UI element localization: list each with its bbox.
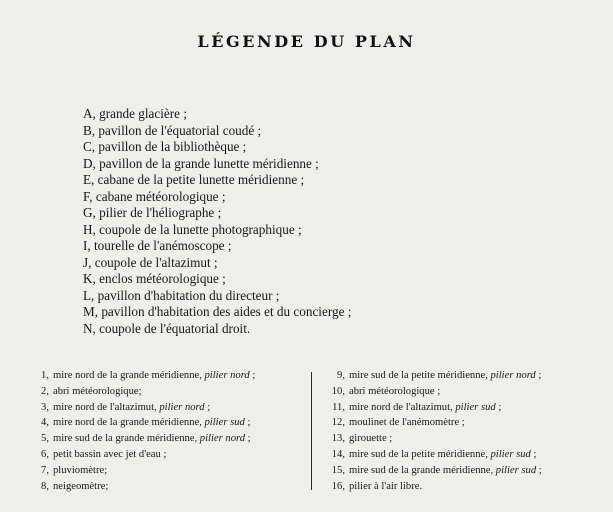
mark-item — [330, 463, 542, 479]
legend-item-e: E, cabane de la petite lunette méridienne ; — [83, 172, 305, 187]
mark-text: mire sud de la grande méridienne, — [53, 433, 200, 445]
mark-text: pluviomètre; — [53, 464, 108, 476]
legend-item-l: L, pavillon d'habitation du directeur ; — [83, 287, 280, 303]
legend-item-h: H, coupole de la lunette photographique ; — [83, 221, 302, 237]
legend-item-k: K, enclos météorologique ; — [83, 271, 226, 286]
legend-item-n: N, coupole de l'équatorial droit. — [83, 320, 251, 336]
legend-item-b: B, pavillon de l'équatorial coudé ; — [83, 122, 262, 138]
mark-italic: pilier sud — [455, 401, 496, 413]
mark-item — [34, 479, 255, 495]
mark-number: 5, — [41, 433, 49, 445]
mark-text: mire nord de la grande méridienne, — [53, 417, 205, 429]
legend-item-m: M, pavillon d'habitation des aides et du concierge ; — [83, 304, 352, 319]
mark-end: ; — [535, 370, 542, 381]
mark-number: 12, — [331, 417, 345, 429]
mark-number: 10, — [331, 385, 345, 397]
mark-text: mire nord de l'altazimut, — [349, 401, 456, 413]
mark-text: mire nord de la grande méridienne, — [53, 370, 205, 381]
mark-italic: pilier nord — [159, 401, 205, 413]
mark-number: 7, — [41, 464, 49, 476]
legend-item-a: A, grande glacière ; — [83, 106, 187, 121]
mark-item — [34, 415, 255, 431]
mark-item — [330, 415, 542, 431]
mark-end: ; — [249, 370, 256, 381]
mark-end: ; — [495, 401, 502, 413]
mark-item — [34, 463, 255, 479]
mark-number: 15, — [331, 464, 345, 476]
mark-text: neigeomètre; — [53, 480, 109, 492]
mark-text: girouette ; — [349, 433, 393, 445]
marks-list-left — [34, 368, 255, 494]
mark-number: 3, — [41, 401, 49, 413]
mark-number: 14, — [331, 448, 345, 460]
mark-item — [330, 431, 542, 447]
mark-item — [34, 400, 255, 416]
mark-end: ; — [530, 448, 537, 460]
mark-number: 2, — [41, 385, 49, 397]
legend-item-f: F, cabane météorologique ; — [83, 188, 226, 204]
mark-text: mire nord de l'altazimut, — [53, 401, 160, 413]
mark-number: 8, — [41, 480, 49, 492]
mark-end: ; — [536, 464, 542, 476]
mark-text: abri météorologique ; — [349, 385, 441, 397]
mark-text: mire sud de la grande méridienne, — [349, 464, 496, 476]
mark-italic: pilier nord — [204, 370, 250, 381]
mark-item — [34, 431, 255, 447]
buildings-legend-list — [83, 106, 351, 337]
marks-list-right — [330, 368, 542, 494]
mark-italic: pilier sud — [204, 417, 245, 429]
mark-number: 13, — [331, 433, 345, 445]
mark-number: 1, — [41, 370, 49, 381]
legend-item-g: G, pilier de l'héliographe ; — [83, 205, 222, 220]
legend-item-d: D, pavillon de la grande lunette méridienne ; — [83, 155, 319, 171]
mark-italic: pilier sud — [490, 448, 531, 460]
mark-number: 6, — [41, 448, 49, 460]
mark-item — [34, 384, 255, 400]
mark-italic: pilier sud — [495, 464, 537, 476]
legend-item-c: C, pavillon de la bibliothèque ; — [83, 139, 247, 154]
mark-text: mire sud de la petite méridienne, — [349, 448, 491, 460]
mark-italic: pilier nord — [490, 370, 536, 381]
mark-end: ; — [204, 401, 211, 413]
mark-number: 9, — [337, 370, 345, 381]
column-divider — [311, 372, 312, 490]
mark-item — [34, 368, 255, 384]
mark-item — [330, 384, 542, 400]
legend-item-j: J, coupole de l'altazimut ; — [83, 254, 218, 270]
mark-item — [34, 447, 255, 463]
page-title: LÉGENDE DU PLAN — [197, 32, 416, 51]
mark-number: 4, — [41, 417, 49, 429]
legend-item-i: I, tourelle de l'anémoscope ; — [83, 238, 232, 253]
mark-end: ; — [245, 433, 251, 445]
mark-text: pilier à l'air libre. — [349, 480, 423, 492]
mark-number: 16, — [331, 480, 345, 492]
mark-item — [330, 368, 542, 384]
mark-number: 11, — [332, 401, 345, 413]
mark-text: mire sud de la petite méridienne, — [349, 370, 491, 381]
mark-item — [330, 400, 542, 416]
mark-end: ; — [244, 417, 251, 429]
mark-item — [330, 447, 542, 463]
mark-text: moulinet de l'anémomètre ; — [349, 417, 465, 429]
mark-item — [330, 479, 542, 495]
mark-italic: pilier nord — [199, 433, 246, 445]
mark-text: abri météorologique; — [53, 385, 142, 397]
mark-text: petit bassin avec jet d'eau ; — [53, 448, 167, 460]
